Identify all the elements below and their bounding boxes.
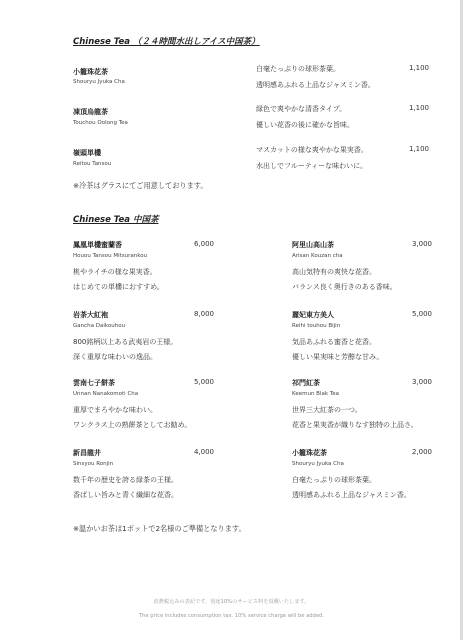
- hot-item-name: 鳳凰単欉蜜蘭香: [73, 241, 122, 249]
- hot-item-price: 2,000: [411, 448, 432, 456]
- hot-item-desc: 花香と果実香が織りなす独特の上品さ。: [292, 421, 418, 429]
- cold-item-price: 1,100: [408, 64, 429, 72]
- hot-item-name: 雲南七子餅茶: [73, 379, 115, 387]
- cold-item-name: 小籠珠花茶: [73, 68, 108, 76]
- cold-item-price: 1,100: [408, 104, 429, 112]
- cold-item-desc: マスカットの様な爽やかな果実香。: [256, 146, 368, 154]
- hot-item-price: 3,000: [411, 240, 432, 248]
- hot-item-roman: Shouryu Jyuka Cha: [292, 461, 344, 467]
- hot-note: ※温かいお茶は1ポットで2名様のご準備となります。: [73, 524, 246, 533]
- cold-item-name: 嶺頭単欉: [73, 149, 101, 157]
- hot-item-desc: 優しい果実味と芳醇な甘み。: [292, 353, 384, 361]
- hot-item-desc: 重厚でまろやかな味わい。: [73, 406, 157, 414]
- hot-item-desc: バランス良く奥行きのある香味。: [292, 283, 397, 291]
- hot-item-desc: 世界三大紅茶の一つ。: [292, 406, 362, 414]
- hot-item-desc: ワンクラス上の熟餅茶としてお勧め。: [73, 421, 192, 429]
- hot-item-desc: 白毫たっぷりの球形茶葉。: [292, 476, 376, 484]
- hot-item-name: 阿里山高山茶: [292, 241, 334, 249]
- hot-item-roman: Keemun Blak Tea: [292, 391, 339, 397]
- cold-item-roman: Shouryu Jyuka Cha: [73, 79, 125, 85]
- hot-item-name: 岩茶大紅袍: [73, 311, 108, 319]
- hot-item-desc: 香ばしい旨みと青く繊細な花香。: [73, 491, 178, 499]
- cold-item-desc: 水出しでフルーティーな味わいに。: [256, 162, 368, 170]
- hot-item-name: 小籠珠花茶: [292, 449, 327, 457]
- cold-note: ※冷茶はグラスにてご用意しております。: [73, 181, 208, 190]
- hot-item-desc: 気品あふれる蜜香と花香。: [292, 338, 376, 346]
- footer-tax-note-en: The price includes consumption tax. 10% service charge will be added.: [139, 613, 324, 619]
- hot-item-price: 8,000: [193, 310, 214, 318]
- hot-item-desc: 高山気特有の爽快な花香。: [292, 268, 376, 276]
- hot-item-roman: Arisan Kouzan cha: [292, 253, 343, 259]
- hot-item-price: 5,000: [411, 310, 432, 318]
- hot-tea-section-title: Chinese Tea 中国茶: [73, 215, 159, 225]
- hot-item-name: 祁門紅茶: [292, 379, 320, 387]
- cold-item-roman: Touchou Oolong Tea: [73, 120, 128, 126]
- cold-item-desc: 優しい花香の後に確かな旨味。: [256, 121, 354, 129]
- hot-item-desc: 数千年の歴史を誇る緑茶の王様。: [73, 476, 178, 484]
- hot-item-name: 新昌龍井: [73, 449, 101, 457]
- cold-item-price: 1,100: [408, 145, 429, 153]
- hot-item-price: 3,000: [411, 378, 432, 386]
- cold-tea-section-title: Chinese Tea （２４時間水出しアイス中国茶）: [73, 37, 260, 47]
- hot-item-roman: Sinsyou Ronjin: [73, 461, 114, 467]
- footer-tax-note-jp: 消費税込みの表記です。別途10%のサービス料を頂戴いたします。: [153, 599, 310, 605]
- hot-item-roman: Houou Tansou Mitsurankou: [73, 253, 148, 259]
- hot-item-price: 4,000: [193, 448, 214, 456]
- hot-item-desc: 800銘柄以上ある武夷岩の王様。: [73, 338, 178, 346]
- cold-item-desc: 透明感あふれる上品なジャスミン香。: [256, 81, 375, 89]
- hot-item-desc: 深く重厚な味わいの逸品。: [73, 353, 157, 361]
- cold-item-roman: Reitou Tansou: [73, 161, 112, 167]
- hot-item-roman: Reihi touhou Bijin: [292, 323, 341, 329]
- hot-item-name: 麗妃東方美人: [292, 311, 334, 319]
- hot-item-roman: Unnan Nanakomoti Cha: [73, 391, 139, 397]
- cold-item-desc: 緑色で爽やかな清香タイプ。: [256, 105, 347, 113]
- hot-item-desc: 透明感あふれる上品なジャスミン香。: [292, 491, 411, 499]
- cold-item-desc: 白毫たっぷりの球形茶葉。: [256, 65, 340, 73]
- hot-item-price: 6,000: [193, 240, 214, 248]
- hot-item-desc: 桃やライチの様な果実香。: [73, 268, 157, 276]
- hot-item-desc: はじめての単欉におすすめ。: [73, 283, 164, 291]
- hot-item-price: 5,000: [193, 378, 214, 386]
- hot-item-roman: Gancha Daikouhou: [73, 323, 126, 329]
- cold-item-name: 凍頂烏龍茶: [73, 108, 108, 116]
